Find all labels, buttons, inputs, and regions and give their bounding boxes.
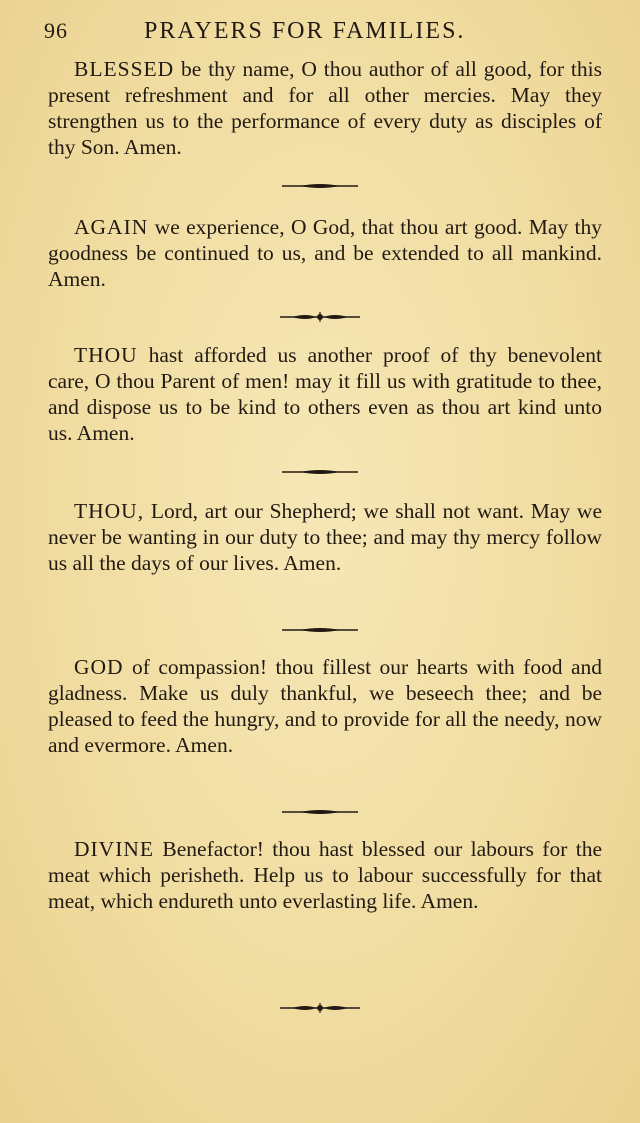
- prayer-paragraph: [48, 56, 602, 160]
- prayer-text: be thy name, O thou author of all good, for this present refreshment and for all other mercies. May they strengthen us to the performance of every duty as disciples of thy Son. Amen.: [48, 57, 602, 159]
- prayer-paragraph: [48, 342, 602, 446]
- ornament-rule: [0, 806, 640, 818]
- prayer-lead-word: BLESSED: [74, 57, 175, 81]
- page-number: 96: [44, 18, 68, 43]
- ornament-rule: [0, 180, 640, 192]
- prayer-lead-word: GOD: [74, 655, 124, 679]
- page-header: [44, 14, 604, 48]
- prayer-paragraph: [48, 214, 602, 292]
- prayer-text: hast afforded us another proof of thy benevolent care, O thou Parent of men! may it fill us with gratitude to thee, and dispose us to be kind to others even as thou art kind unto us. Amen.: [48, 343, 602, 445]
- prayer-lead-word: DIVINE: [74, 837, 155, 861]
- prayer-lead-word: THOU: [74, 343, 138, 367]
- prayer-paragraph: [48, 654, 602, 758]
- prayer-paragraph: [48, 498, 602, 576]
- prayer-text: Lord, art our Shepherd; we shall not want. May we never be wanting in our duty to thee; and may thy mercy follow us all the days of our lives. Amen.: [48, 499, 602, 575]
- ornament-knot: [0, 311, 640, 323]
- running-head: PRAYERS FOR FAMILIES.: [144, 18, 466, 44]
- ornament-knot: [0, 1002, 640, 1014]
- prayer-text: we experience, O God, that thou art good. May thy goodness be continued to us, and be extended to all mankind. Amen.: [48, 215, 602, 291]
- prayer-lead-word: THOU,: [74, 499, 145, 523]
- prayer-text: Benefactor! thou hast blessed our labours for the meat which perisheth. Help us to labour successfully for that meat, which endureth unto everlasting life. Amen.: [48, 837, 602, 913]
- ornament-rule: [0, 466, 640, 478]
- prayer-lead-word: AGAIN: [74, 215, 149, 239]
- ornament-rule: [0, 624, 640, 636]
- prayer-paragraph: [48, 836, 602, 914]
- prayer-text: of compassion! thou fillest our hearts with food and gladness. Make us duly thankful, we beseech thee; and be pleased to feed the hungry, and to provide for all the needy, now and evermore. Amen.: [48, 655, 602, 757]
